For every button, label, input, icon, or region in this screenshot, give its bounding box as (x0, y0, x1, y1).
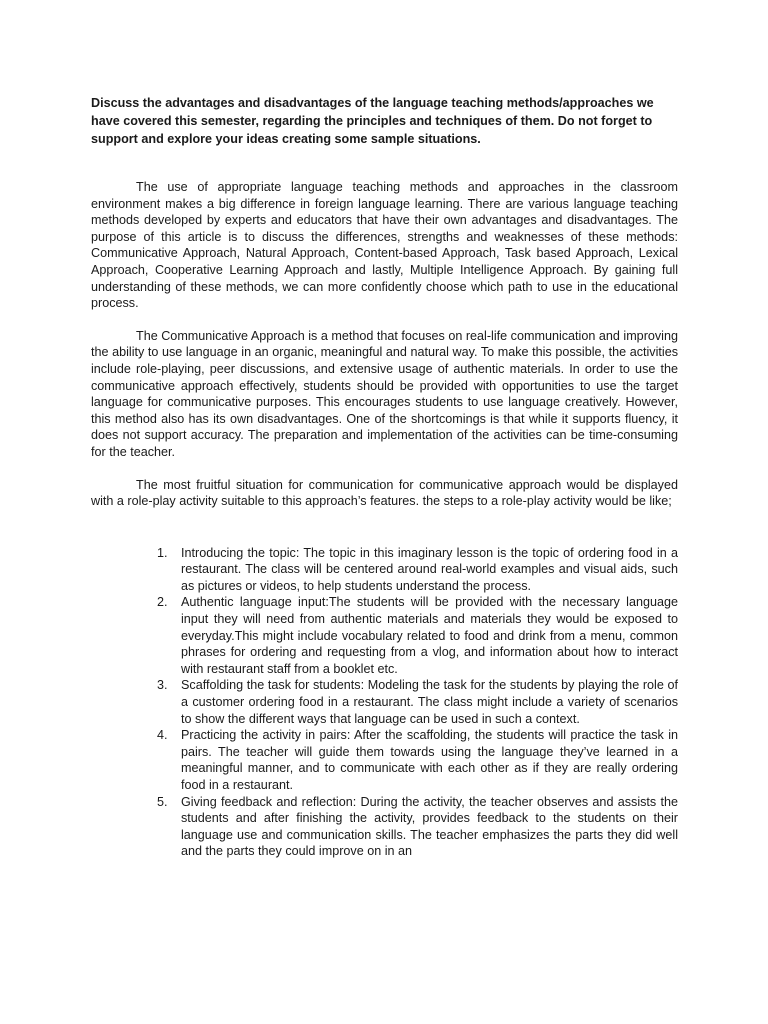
list-item (157, 794, 678, 860)
list-item (157, 677, 678, 727)
list-item (157, 594, 678, 677)
communicative-approach-paragraph: The Communicative Approach is a method that focuses on real-life communication and improving the ability to use language in an organic, meaningful and natural way. To make this possible, the activities include role-playing, peer discussions, and extensive usage of authentic materials. In order to use the communicative approach effectively, students should be provided with opportunities to use the target language for communicative purposes. This encourages students to use language creatively. However, this method also has its own disadvantages. One of the shortcomings is that while it supports fluency, it does not support accuracy. The preparation and implementation of the activities can be time-consuming for the teacher. (91, 328, 678, 459)
list-item-text: Introducing the topic: The topic in this imaginary lesson is the topic of ordering food in a restaurant. The class will be centered around real-world examples and visual aids, such as pictures or videos, to help students understand the process. (181, 545, 678, 593)
list-item-number: 1. (157, 545, 168, 560)
list-item-text: Giving feedback and reflection: During the activity, the teacher observes and assists the students and after finishing the activity, provides feedback to the students on their language use and communication skills. The teacher emphasizes the parts they did well and the parts they could improve on in an (181, 794, 678, 859)
list-item-text: Authentic language input:The students will be provided with the necessary language input they will need from authentic materials and materials they would be exposed to everyday.This might include vocabulary related to food and drink from a menu, common phrases for ordering and requesting from a vlog, and information about how to interact with restaurant staff from a booklet etc. (181, 595, 678, 676)
list-item-number: 3. (157, 678, 168, 693)
document-content (91, 94, 678, 860)
list-item-text: Scaffolding the task for students: Modeling the task for the students by playing the role of a customer ordering food in a restaurant. The class might include a variety of scenarios to show the different ways that language can be used in such a context. (181, 678, 678, 726)
list-item-text: Practicing the activity in pairs: After the scaffolding, the students will practice the task in pairs. The teacher will guide them towards using the language they’ve learned in a meaningful manner, and to communicate with each other as if they are really ordering food in a restaurant. (181, 728, 678, 792)
list-item (157, 545, 678, 595)
list-item-number: 5. (157, 794, 168, 809)
list-item-number: 4. (157, 728, 168, 743)
list-item-number: 2. (157, 595, 168, 610)
assignment-question: Discuss the advantages and disadvantages of the language teaching methods/approaches we have covered this semester, regarding the principles and techniques of them. Do not forget to support and explore your ideas creating some sample situations. (91, 96, 654, 146)
intro-paragraph: The use of appropriate language teaching methods and approaches in the classroom environment makes a big difference in foreign language learning. There are various language teaching methods developed by experts and educators that have their own advantages and disadvantages. The purpose of this article is to discuss the differences, strengths and weaknesses of these methods: Communicative Approach, Natural Approach, Content-based Approach, Task based Approach, Lexical Approach, Cooperative Learning Approach and lastly, Multiple Intelligence Approach. By gaining full understanding of these methods, we can more confidently choose which path to use in the educational process. (91, 180, 678, 311)
list-item (157, 727, 678, 793)
role-play-intro-paragraph: The most fruitful situation for communication for communicative approach would be displayed with a role-play activity suitable to this approach’s features. the steps to a role-play activity would be like; (91, 477, 678, 509)
role-play-steps-list (91, 545, 678, 860)
